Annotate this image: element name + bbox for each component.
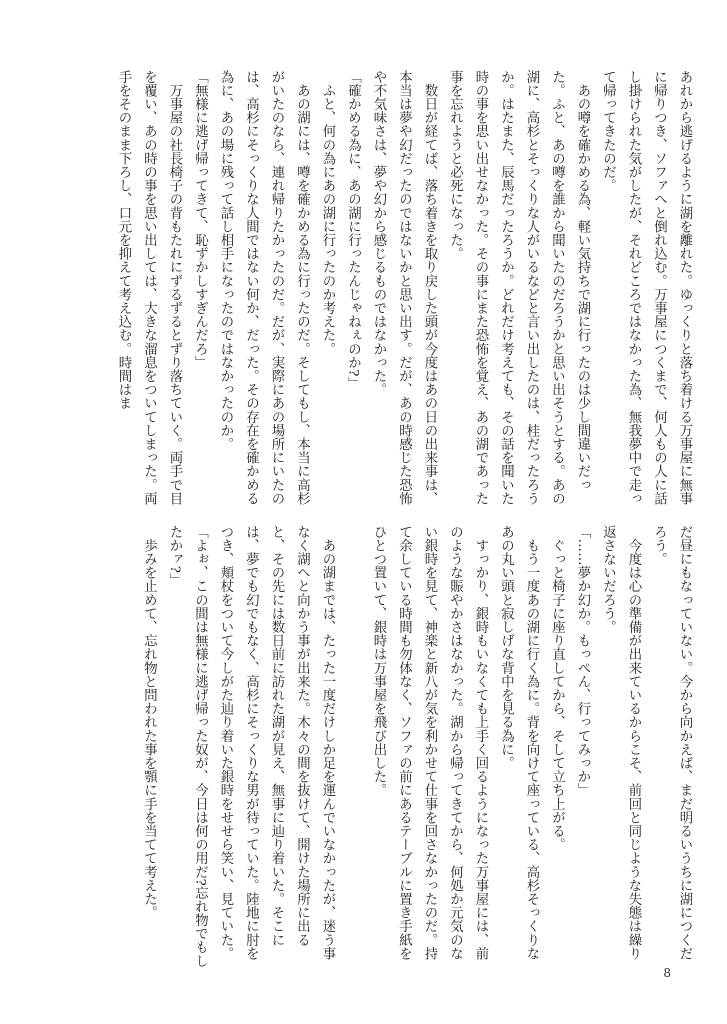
paragraph: 今度は心の準備が出来ているからこそ、前回と同じような失態は繰り返さないだろう。 xyxy=(600,525,641,961)
dialogue-line: 「確かめる為に、あの湖に行ったんじゃねぇのか?」 xyxy=(345,70,361,391)
paragraph: あの噂を確かめる為、軽い気持ちで湖に行ったのは少し間違いだった。ふと、あの噂を誰から聞いたのだろうかと思い出そうとする。あの湖に、高杉とそっくりな人がいるなどと言い出したのは、桂だったろうか。はたまた、辰馬だったろうか。どれだけ考えても、その話を聞いた時の事を思い出せなかった。その事にまた恐怖を覚え、あの湖であった事を忘れようと必死になった。 xyxy=(447,70,590,506)
upper-text-block xyxy=(57,70,697,510)
paragraph: あの湖には、噂を確かめる為に行ったのだ。そしてもし、本当に高杉がいたのなら、連れ帰りたかったのだ。だが、実際にあの場所にいたのは、高杉にそっくりな人間ではない何か、だった。その存在を確かめる為に、あの場に残って話し相手になったのではなかったのか。 xyxy=(218,70,310,506)
paragraph: もう一度あの湖に行く為に。背を向けて座っている、高杉そっくりなあの丸い頭と寂しげな背中を見る為に。 xyxy=(498,525,539,961)
scene-break xyxy=(340,525,366,970)
paragraph: ぐっと椅子に座り直してから、そして立ち上がる。 xyxy=(549,525,565,852)
paragraph: 万事屋の社長椅子の背もたれにずるずるとずり落ちていく。両手で目を覆い、あの時の事を思い出しては、大きな溜息をついてしまった。両手をそのまま下ろし、口元を抑えて考え込む。時間はま xyxy=(116,70,182,506)
paragraph: あの湖までは、たった一度だけしか足を運んでいなかったが、迷う事なく湖へと向かう事が出来た。木々の間を抜けて、開けた場所に出ると、その先には数日前に訪れた湖が見え、無事に辿り着いた。そこには、夢でも幻でもなく、高杉にそっくりな男が待っていた。陸地に肘をつき、頬杖をついて今しがた辿り着いた銀時をせせら笑い、見ていた。 xyxy=(218,525,335,961)
dialogue-line: 「よぉ、この間は無様に逃げ帰った奴が、今日は何の用だ?忘れ物でもしたかァ?」 xyxy=(167,525,208,968)
paragraph: 数日が経てば、落ち着きを取り戻した頭が今度はあの日の出来事は、本当は夢や幻だったのではないかと思い出す。だが、あの時感じた恐怖や不気味さは、夢や幻から感じるものではなかった。 xyxy=(371,70,437,506)
paragraph: 歩みを止めて、忘れ物と問われた事を顎に手を当てて考えた。 xyxy=(141,525,157,920)
paragraph: すっかり、銀時もいなくても上手く回るようになった万事屋には、前のような賑やかさはなかった。湖から帰ってきてから、何処か元気のない銀時を見て、神楽と新八が気を利かせて仕事を回さなかったのだ。持て余している時間も勿体なく、ソファの前にあるテーブルに置き手紙をひとつ置いて、銀時は万事屋を飛び出した。 xyxy=(371,525,488,961)
page-number: 8 xyxy=(663,966,671,980)
paragraph: ふと、何の為にあの湖に行ったのか考えた。 xyxy=(320,70,335,356)
lower-text-block xyxy=(57,525,697,970)
dialogue-line: 「無様に逃げ帰ってきて、恥ずかしすぎんだろ」 xyxy=(192,70,208,370)
dialogue-line: 「……夢か幻か。もっぺん、行ってみっか」 xyxy=(575,525,590,797)
paragraph: あれから逃げるように湖を離れた。ゆっくりと落ち着ける万事屋に無事に帰りつき、ソファへと倒れ込む。万事屋につくまで、何人もの人に話し掛けられた気がしたが、それどころではなかった為、無我夢中で走って帰ってきたのだ。 xyxy=(600,70,692,506)
paragraph: だ昼にもなっていない。今から向かえば、まだ明るいうちに湖につくだろう。 xyxy=(651,525,692,961)
